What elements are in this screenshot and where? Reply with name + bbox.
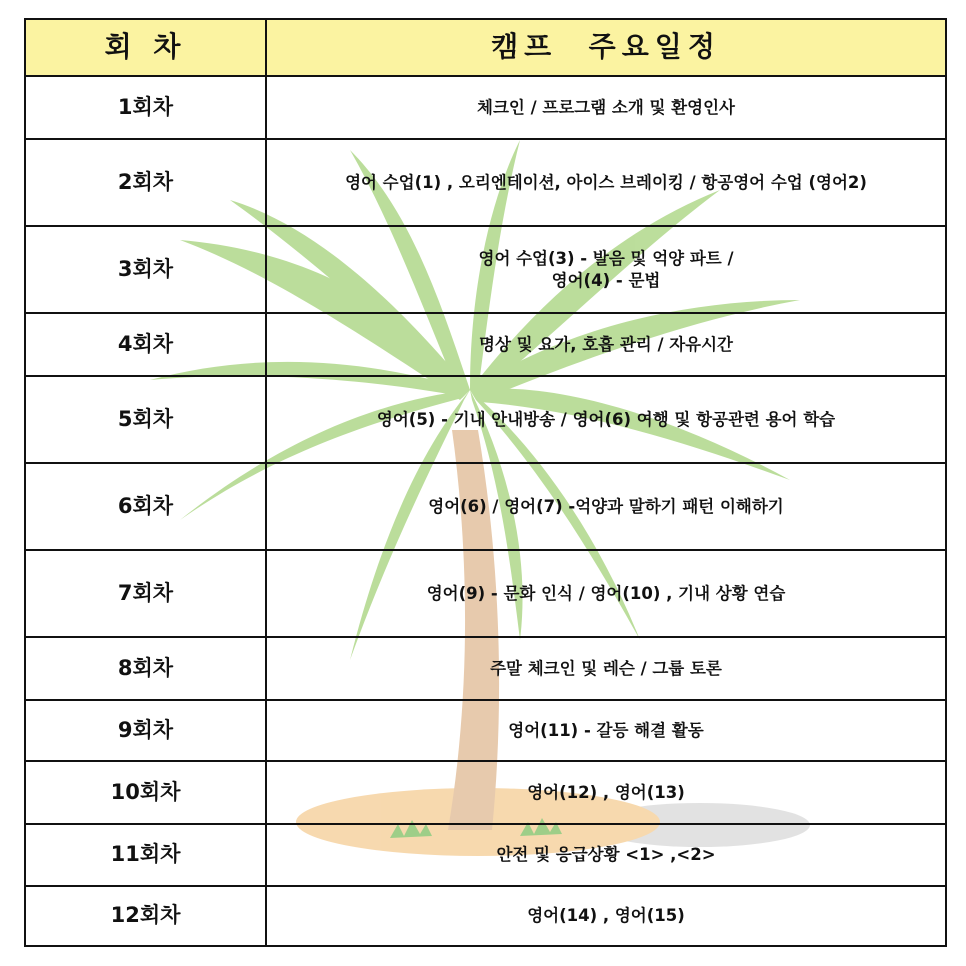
table-row xyxy=(25,824,946,886)
table-row xyxy=(25,886,946,946)
round-cell: 11회차 xyxy=(25,824,266,886)
schedule-cell: 체크인 / 프로그램 소개 및 환영인사 xyxy=(266,76,946,139)
schedule-cell: 영어(11) - 갈등 해결 활동 xyxy=(266,700,946,761)
table-row xyxy=(25,550,946,637)
schedule-cell: 영어(14) , 영어(15) xyxy=(266,886,946,946)
table-header-row xyxy=(25,19,946,76)
table-row xyxy=(25,637,946,700)
schedule-cell: 영어 수업(1) , 오리엔테이션, 아이스 브레이킹 / 항공영어 수업 (영어2) xyxy=(266,139,946,226)
table-row xyxy=(25,463,946,550)
round-cell: 1회차 xyxy=(25,76,266,139)
round-cell: 5회차 xyxy=(25,376,266,463)
schedule-cell xyxy=(266,226,946,313)
schedule-cell: 영어(9) - 문화 인식 / 영어(10) , 기내 상황 연습 xyxy=(266,550,946,637)
schedule-cell: 주말 체크인 및 레슨 / 그룹 토론 xyxy=(266,637,946,700)
schedule-cell: 영어(12) , 영어(13) xyxy=(266,761,946,824)
round-cell: 8회차 xyxy=(25,637,266,700)
round-cell: 6회차 xyxy=(25,463,266,550)
table-row xyxy=(25,313,946,376)
schedule-cell: 안전 및 응급상황 <1> ,<2> xyxy=(266,824,946,886)
table-row xyxy=(25,376,946,463)
schedule-line: 영어(4) - 문법 xyxy=(551,270,661,290)
schedule-line: 영어 수업(3) - 발음 및 억양 파트 / xyxy=(478,249,734,269)
camp-schedule-table xyxy=(24,18,947,947)
round-cell: 7회차 xyxy=(25,550,266,637)
round-cell: 2회차 xyxy=(25,139,266,226)
round-cell: 10회차 xyxy=(25,761,266,824)
schedule-cell: 영어(6) / 영어(7) -억양과 말하기 패턴 이해하기 xyxy=(266,463,946,550)
table-row xyxy=(25,226,946,313)
schedule-cell: 명상 및 요가, 호흡 관리 / 자유시간 xyxy=(266,313,946,376)
table-row xyxy=(25,139,946,226)
schedule-cell: 영어(5) - 기내 안내방송 / 영어(6) 여행 및 항공관련 용어 학습 xyxy=(266,376,946,463)
round-cell: 12회차 xyxy=(25,886,266,946)
round-cell: 4회차 xyxy=(25,313,266,376)
table-row xyxy=(25,700,946,761)
header-schedule: 캠프 주요일정 xyxy=(266,19,946,76)
table-row xyxy=(25,76,946,139)
header-round: 회 차 xyxy=(25,19,266,76)
round-cell: 9회차 xyxy=(25,700,266,761)
round-cell: 3회차 xyxy=(25,226,266,313)
table-row xyxy=(25,761,946,824)
